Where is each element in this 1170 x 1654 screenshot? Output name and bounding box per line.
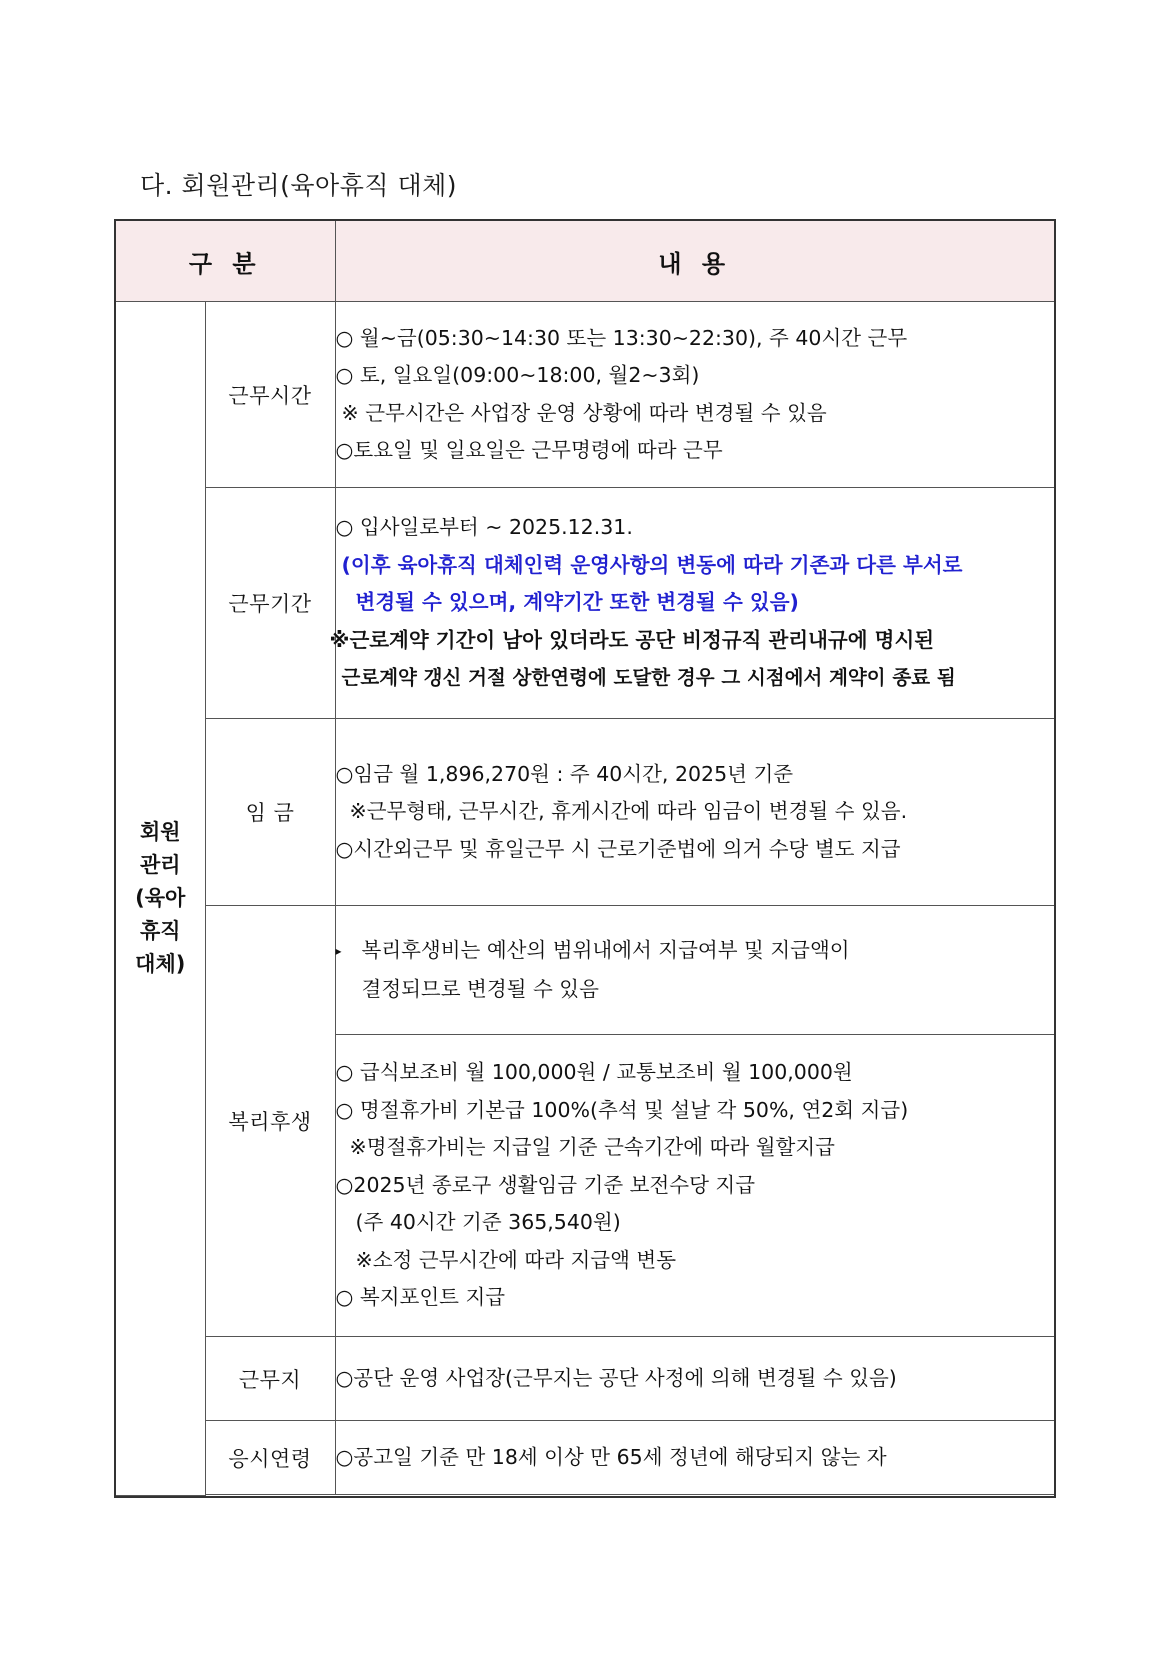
- content-work-period: [329, 488, 1055, 719]
- content-line: ○임금 월 1,896,270원 : 주 40시간, 2025년 기준: [335, 761, 794, 786]
- row-label-welfare: 복리후생: [205, 906, 335, 1337]
- content-note: ※근무형태, 근무시간, 휴게시간에 따라 임금이 변경될 수 있음.: [349, 799, 908, 824]
- content-line: ○토요일 및 일요일은 근무명령에 따라 근무: [335, 438, 723, 462]
- content-line: ○ 복지포인트 지급: [335, 1285, 506, 1310]
- content-line: (주 40시간 기준 365,540원): [355, 1210, 621, 1235]
- content-line: ○ 급식보조비 월 100,000원 / 교통보조비 월 100,000원: [335, 1060, 853, 1085]
- content-note: ※명절휴가비는 지급일 기준 근속기간에 따라 월할지급: [349, 1135, 835, 1160]
- group-label-line: (육아: [135, 885, 186, 910]
- content-note: 근로계약 갱신 거절 상한연령에 도달한 경우 그 시점에서 계약이 종료 됨: [341, 666, 956, 690]
- content-note: ※ 근무시간은 사업장 운영 상황에 따라 변경될 수 있음: [341, 400, 827, 425]
- content-line: ○공단 운영 사업장(근무지는 공단 사정에 의해 변경될 수 있음): [335, 1365, 897, 1390]
- content-age: [335, 1421, 1055, 1495]
- content-work-hours: [335, 302, 1055, 488]
- content-line: ○ 명절휴가비 기본급 100%(추석 및 설날 각 50%, 연2회 지급): [335, 1097, 909, 1122]
- content-welfare-note: [335, 906, 1055, 1035]
- table-row-wage: [115, 719, 1055, 906]
- row-label-age: 응시연령: [205, 1421, 335, 1495]
- group-label-line: 회원: [139, 819, 181, 844]
- table-header-row: [115, 220, 1055, 302]
- content-welfare-items: [335, 1035, 1055, 1337]
- content-wage: [335, 719, 1055, 906]
- content-highlight-line: 변경될 수 있으며, 계약기간 또한 변경될 수 있음): [355, 590, 799, 615]
- table-row-work-period: [115, 488, 1055, 719]
- content-line: ○시간외근무 및 휴일근무 시 근로기준법에 의거 수당 별도 지급: [335, 836, 901, 861]
- triangle-bullet-icon: ▸: [335, 944, 342, 958]
- spacer-row: [115, 1495, 1055, 1497]
- group-label-line: 대체): [135, 951, 186, 976]
- group-label-line: 관리: [139, 852, 181, 877]
- recruitment-conditions-table: [114, 219, 1056, 1498]
- row-label-work-hours: 근무시간: [205, 302, 335, 488]
- table-row-work-hours: [115, 302, 1055, 488]
- header-category: 구 분: [115, 220, 335, 302]
- content-line: ○공고일 기준 만 18세 이상 만 65세 정년에 해당되지 않는 자: [335, 1444, 887, 1469]
- content-note: ※소정 근무시간에 따라 지급액 변동: [355, 1247, 676, 1272]
- table-row-welfare-note: [115, 906, 1055, 1035]
- content-line: 복리후생비는 예산의 범위내에서 지급여부 및 지급액이: [361, 938, 850, 962]
- row-label-wage: 임 금: [205, 719, 335, 906]
- section-title: 다. 회원관리(육아휴직 대체): [140, 171, 457, 200]
- table-row-age: [115, 1421, 1055, 1495]
- content-highlight-line: (이후 육아휴직 대체인력 운영사항의 변동에 따라 기존과 다른 부서로: [341, 552, 963, 577]
- row-label-work-period: 근무기간: [205, 488, 335, 719]
- content-line: ○2025년 종로구 생활임금 기준 보전수당 지급: [335, 1172, 756, 1197]
- group-label-cell: [115, 302, 205, 1496]
- content-line: 결정되므로 변경될 수 있음: [361, 976, 599, 1001]
- table-row-workplace: [115, 1337, 1055, 1421]
- header-content: 내 용: [335, 220, 1055, 302]
- content-workplace: [335, 1337, 1055, 1421]
- content-note: ※근로계약 기간이 남아 있더라도 공단 비정규직 관리내규에 명시된: [329, 627, 935, 652]
- row-label-workplace: 근무지: [205, 1337, 335, 1421]
- group-label-line: 휴직: [139, 918, 181, 943]
- content-line: ○ 입사일로부터 ~ 2025.12.31.: [335, 515, 633, 540]
- content-line: ○ 토, 일요일(09:00~18:00, 월2~3회): [335, 363, 700, 387]
- content-line: ○ 월~금(05:30~14:30 또는 13:30~22:30), 주 40시간 근무: [335, 325, 908, 350]
